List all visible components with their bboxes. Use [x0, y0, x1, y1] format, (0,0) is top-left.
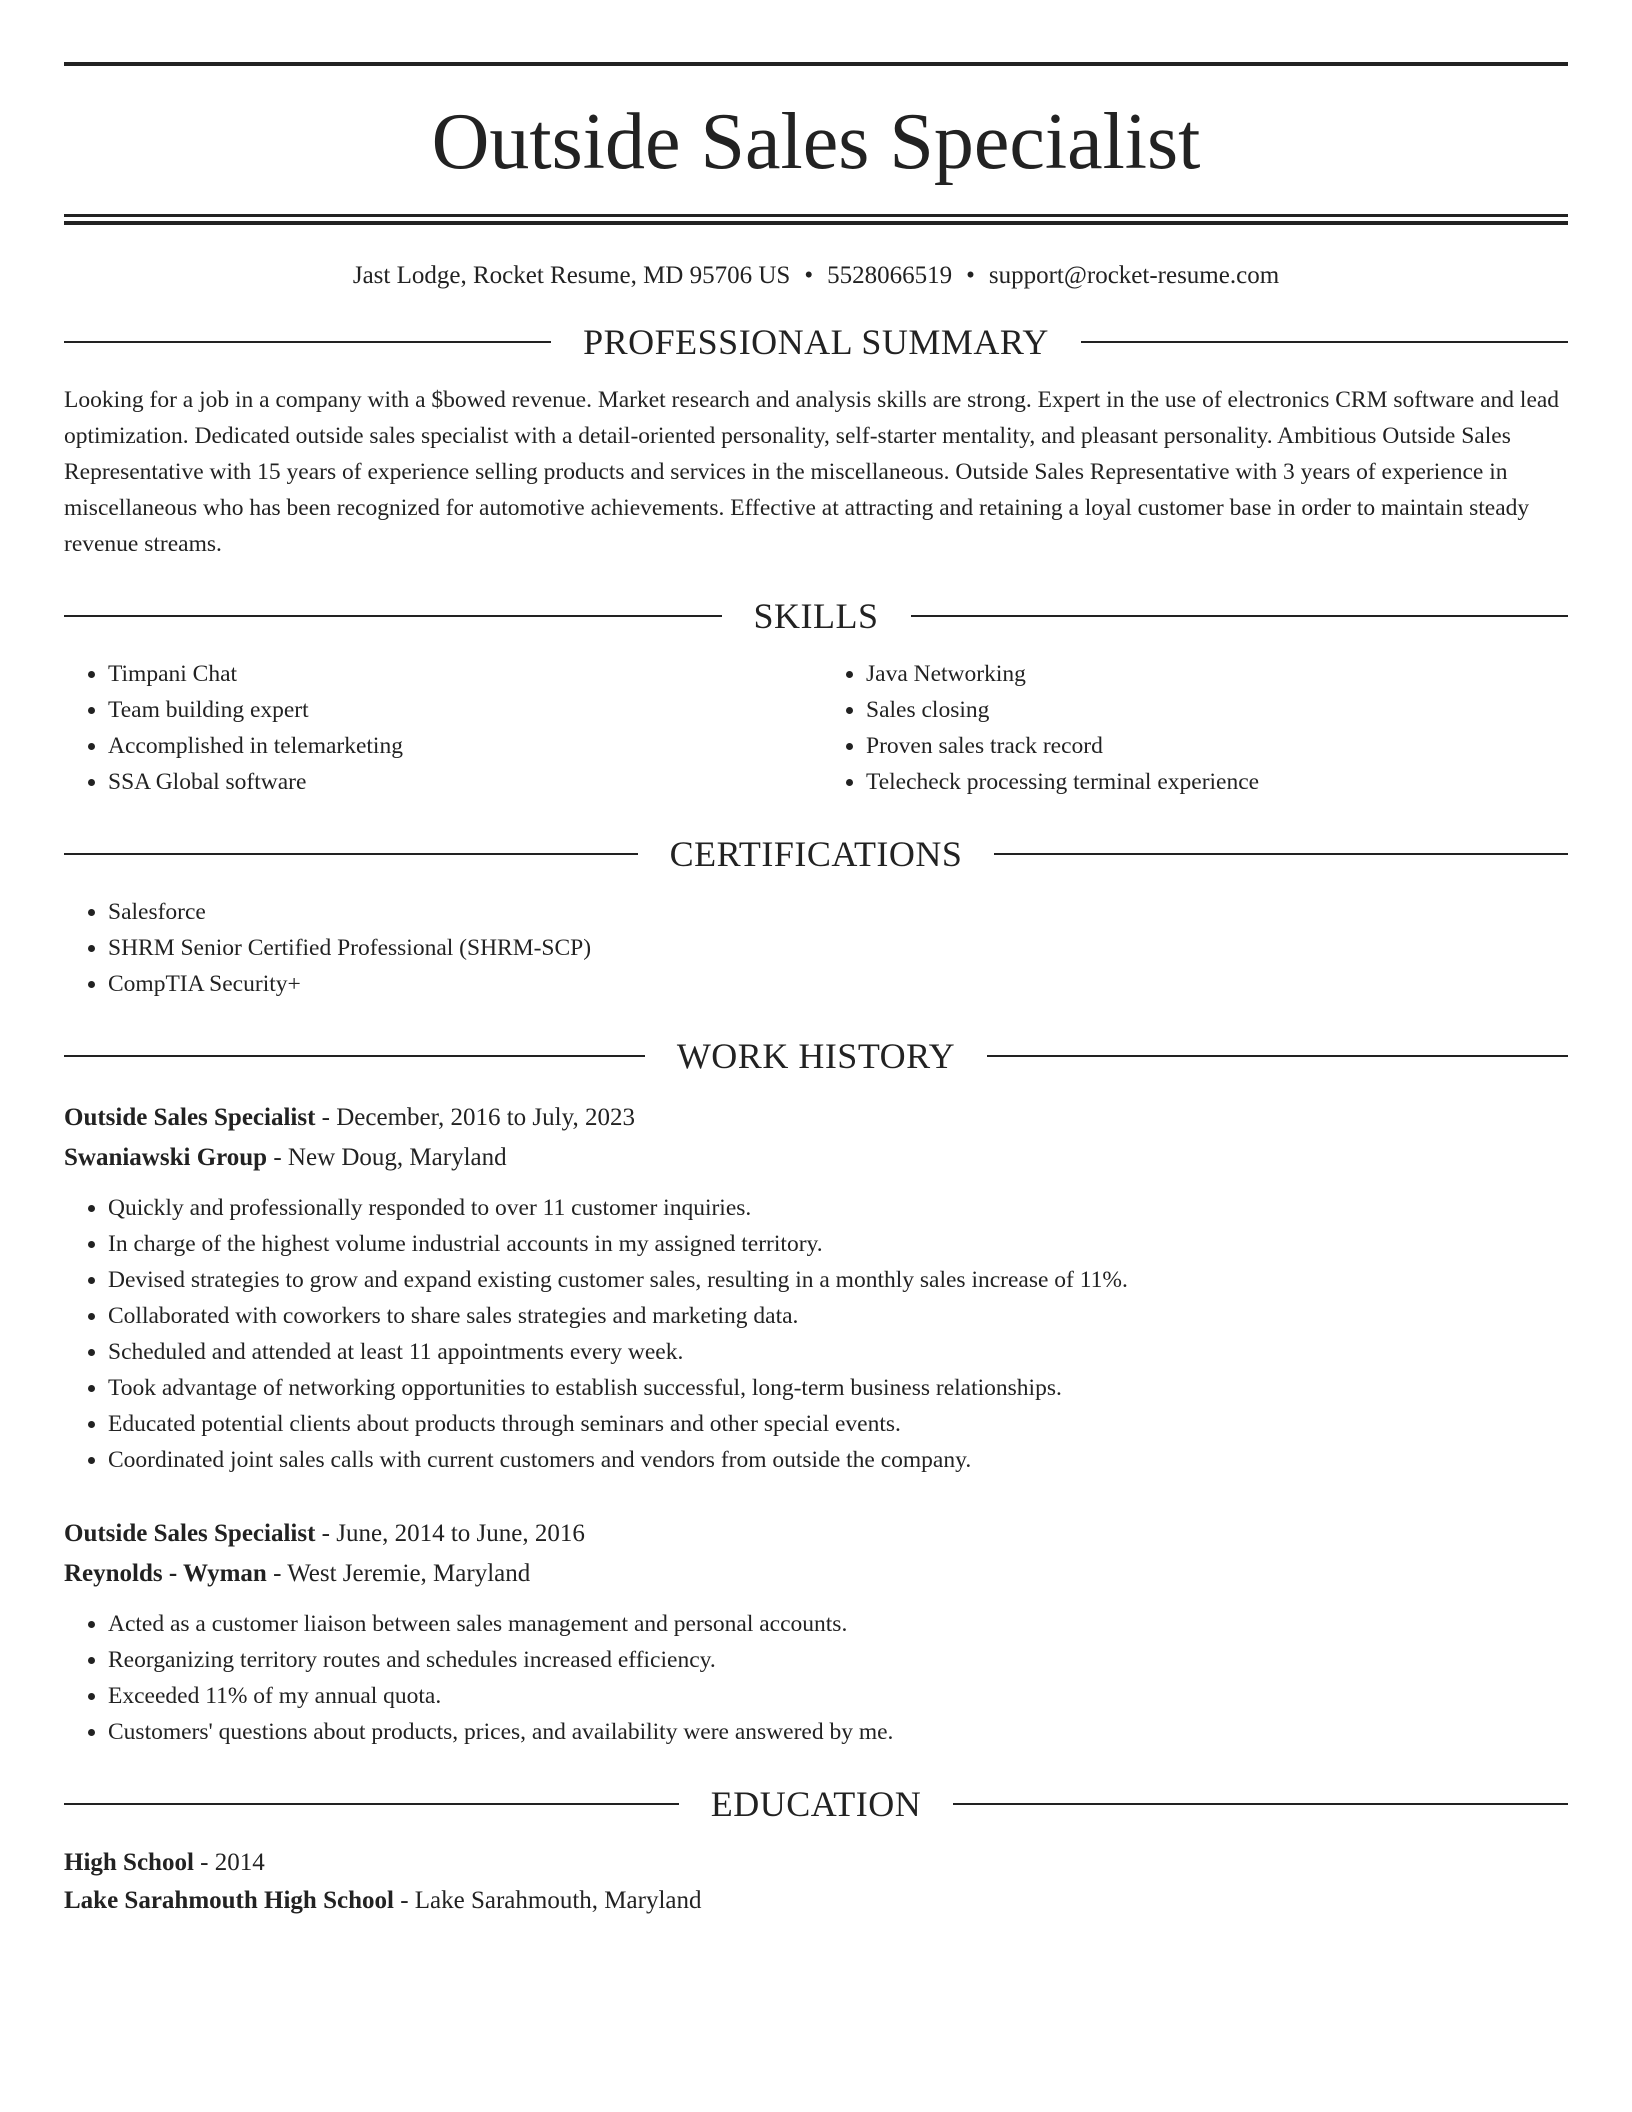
job-bullet: • Coordinated joint sales calls with current customers and vendors from outside the company. — [108, 1442, 1568, 1478]
job-company-line — [64, 1554, 1568, 1594]
certification-item: • SHRM Senior Certified Professional (SHRM-SCP) — [108, 930, 1568, 966]
job-bullet: • Educated potential clients about products through seminars and other special events. — [108, 1406, 1568, 1442]
skill-item: • SSA Global software — [108, 764, 816, 800]
job-bullet: • Acted as a customer liaison between sales management and personal accounts. — [108, 1606, 1568, 1642]
job-location: New Doug, Maryland — [287, 1144, 507, 1171]
job-company: Reynolds - Wyman — [64, 1560, 267, 1587]
dash: - — [266, 1560, 288, 1587]
job-bullet: • Customers' questions about products, prices, and availability were answered by me. — [108, 1714, 1568, 1750]
dash: - — [267, 1144, 288, 1171]
job-bullets — [64, 1606, 1568, 1750]
skills-column-left — [64, 656, 816, 800]
job-bullet: • Took advantage of networking opportunities to establish successful, long-term business relationships. — [108, 1370, 1568, 1406]
section-title: EDUCATION — [710, 1784, 922, 1824]
skill-item: • Sales closing — [866, 692, 1568, 728]
skill-item: • Timpani Chat — [108, 656, 816, 692]
section-title: PROFESSIONAL SUMMARY — [583, 322, 1049, 362]
resume-title: Outside Sales Specialist — [431, 98, 1201, 186]
heading-rule-right — [911, 615, 1569, 617]
dash: - — [315, 1520, 337, 1547]
job-dates: December, 2016 to July, 2023 — [336, 1104, 635, 1131]
heading-rule-right — [1081, 341, 1568, 343]
section-heading-summary — [64, 324, 1568, 360]
contact-line — [64, 263, 1568, 288]
skill-item: • Proven sales track record — [866, 728, 1568, 764]
heading-rule-left — [64, 853, 638, 855]
heading-rule-left — [64, 1055, 645, 1057]
section-title: SKILLS — [753, 596, 879, 636]
skill-item: • Java Networking — [866, 656, 1568, 692]
skill-item: • Team building expert — [108, 692, 816, 728]
section-heading-skills — [64, 598, 1568, 634]
education-school-line — [64, 1882, 1568, 1920]
heading-rule-right — [953, 1803, 1568, 1805]
heading-rule-right — [987, 1055, 1568, 1057]
contact-email: support@rocket-resume.com — [988, 262, 1280, 289]
contact-separator: • — [804, 262, 814, 289]
education-entry — [64, 1844, 1568, 1920]
section-title: WORK HISTORY — [676, 1036, 956, 1076]
job-company: Swaniawski Group — [64, 1144, 268, 1171]
heading-rule-left — [64, 341, 551, 343]
heading-rule-left — [64, 615, 722, 617]
skills-list — [64, 656, 1568, 800]
job-title-line — [64, 1514, 1568, 1554]
dash: - — [315, 1104, 337, 1131]
job-bullet: • Scheduled and attended at least 11 appointments every week. — [108, 1334, 1568, 1370]
job-title-line — [64, 1098, 1568, 1138]
skill-item: • Accomplished in telemarketing — [108, 728, 816, 764]
summary-text: Looking for a job in a company with a $bowed revenue. Market research and analysis skills are strong. Expert in the use of electronics CRM software and lead optimization. Dedicated outside sales specialist with a detail-oriented personality, self-starter mentality, and pleasant personality. Ambitious Outside Sales Representative with 15 years of experience selling products and services in the miscellaneous. Outside Sales Representative with 3 years of experience in miscellaneous who has been recognized for automotive achievements. Effective at attracting and retaining a loyal customer base in order to maintain steady revenue streams. — [64, 387, 1560, 557]
job-company-line — [64, 1138, 1568, 1178]
dash: - — [193, 1849, 215, 1876]
section-heading-education — [64, 1786, 1568, 1822]
job-dates: June, 2014 to June, 2016 — [336, 1520, 585, 1547]
job-bullet: • Reorganizing territory routes and schedules increased efficiency. — [108, 1642, 1568, 1678]
job-bullet: • Quickly and professionally responded to over 11 customer inquiries. — [108, 1190, 1568, 1226]
section-heading-work-history — [64, 1038, 1568, 1074]
job-title: Outside Sales Specialist — [64, 1520, 316, 1547]
certification-item: • Salesforce — [108, 894, 1568, 930]
education-location: Lake Sarahmouth, Maryland — [414, 1887, 702, 1914]
job-entry — [64, 1098, 1568, 1478]
job-bullets — [64, 1190, 1568, 1478]
job-location: West Jeremie, Maryland — [287, 1560, 531, 1587]
section-heading-certifications — [64, 836, 1568, 872]
heading-rule-right — [994, 853, 1568, 855]
job-title: Outside Sales Specialist — [64, 1104, 316, 1131]
job-bullet: • Devised strategies to grow and expand existing customer sales, resulting in a monthly sales increase of 11%. — [108, 1262, 1568, 1298]
certification-item: • CompTIA Security+ — [108, 966, 1568, 1002]
job-bullet: • Exceeded 11% of my annual quota. — [108, 1678, 1568, 1714]
contact-phone: 5528066519 — [827, 262, 953, 289]
education-degree: High School — [64, 1849, 194, 1876]
education-degree-line — [64, 1844, 1568, 1882]
contact-separator: • — [966, 262, 975, 289]
job-bullet: • Collaborated with coworkers to share sales strategies and marketing data. — [108, 1298, 1568, 1334]
title-double-rule — [64, 214, 1568, 225]
heading-rule-left — [64, 1803, 679, 1805]
skills-column-right — [816, 656, 1568, 800]
dash: - — [393, 1887, 415, 1914]
section-title: CERTIFICATIONS — [669, 834, 963, 874]
job-entry — [64, 1514, 1568, 1750]
top-rule — [64, 62, 1568, 66]
certifications-list — [64, 894, 1568, 1002]
education-school: Lake Sarahmouth High School — [64, 1887, 394, 1914]
education-year: 2014 — [214, 1849, 265, 1876]
skill-item: • Telecheck processing terminal experience — [866, 764, 1568, 800]
contact-address: Jast Lodge, Rocket Resume, MD 95706 US — [352, 262, 791, 289]
job-bullet: • In charge of the highest volume industrial accounts in my assigned territory. — [108, 1226, 1568, 1262]
